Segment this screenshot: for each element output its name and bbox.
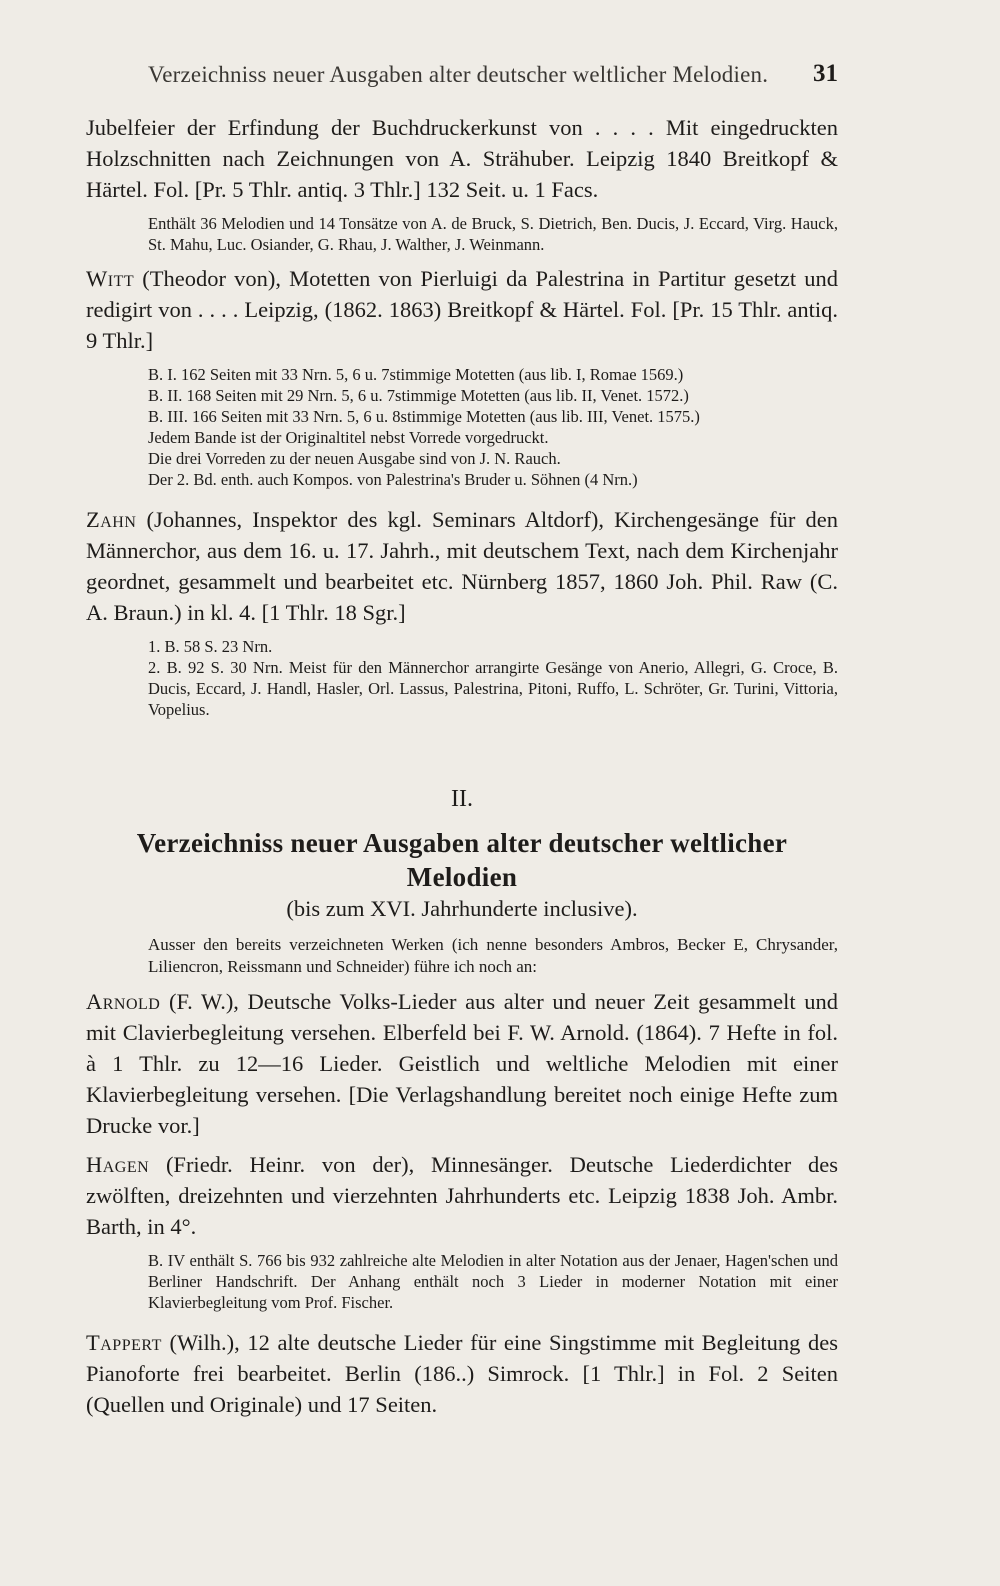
entry-arnold-text: (F. W.), Deutsche Volks-Lieder aus alter und neuer Zeit gesammelt und mit Clavierbegleitung versehen. Elberfeld bei F. W. Arnold. (1864). 7 Hefte in fol. à 1 Thlr. zu 12—16 Lieder. Geistlich und weltliche Melodien mit einer Klavierbegleitung versehen. [Die Verlagshandlung bereitet noch einige Hefte zum Drucke vor.] <box>86 989 838 1138</box>
entry-tappert <box>86 1327 838 1420</box>
entry-zahn <box>86 504 838 628</box>
author-tappert: Tappert <box>86 1330 162 1355</box>
running-head: Verzeichniss neuer Ausgaben alter deutscher weltlicher Melodien. <box>148 62 769 87</box>
note-zahn-b1: 1. B. 58 S. 23 Nrn. <box>148 637 273 656</box>
section-title: Verzeichniss neuer Ausgaben alter deutscher weltlicher Melodien <box>136 828 788 892</box>
entry-tappert-text: (Wilh.), 12 alte deutsche Lieder für eine Singstimme mit Begleitung des Pianoforte frei bearbeitet. Berlin (186..) Simrock. [1 Thlr.] in Fol. 2 Seiten (Quellen und Originale) und 17 Seiten. <box>86 1330 838 1417</box>
entry-zahn-text: (Johannes, Inspektor des kgl. Seminars Altdorf), Kirchengesänge für den Männerchor, aus dem 16. u. 17. Jahrh., mit deutschem Text, nach dem Kirchenjahr geordnet, gesammelt und bearbeitet etc. Nürnberg 1857, 1860 Joh. Phil. Raw (C. A. Braun.) in kl. 4. [1 Thlr. 18 Sgr.] <box>86 507 838 625</box>
note-witt-b1: B. I. 162 Seiten mit 33 Nrn. 5, 6 u. 7stimmige Motetten (aus lib. I, Romae 1569.) <box>148 365 684 384</box>
entry-hagen <box>86 1149 838 1242</box>
note-witt-b3: B. III. 166 Seiten mit 33 Nrn. 5, 6 u. 8stimmige Motetten (aus lib. III, Venet. 1575.) <box>148 407 700 426</box>
section-intro: Ausser den bereits verzeichneten Werken (ich nenne besonders Ambros, Becker E, Chrysander, Liliencron, Reissmann und Schneider) führe ich noch an: <box>148 935 838 976</box>
author-zahn: Zahn <box>86 507 137 532</box>
entry-arnold <box>86 986 838 1141</box>
entry-jubelfeier: Jubelfeier der Erfindung der Buchdruckerkunst von . . . . Mit eingedruckten Holzschnitten nach Zeichnungen von A. Strähuber. Leipzig 1840 Breitkopf & Härtel. Fol. [Pr. 5 Thlr. antiq. 3 Thlr.] 132 Seit. u. 1 Facs. <box>86 115 838 202</box>
entry-hagen-text: (Friedr. Heinr. von der), Minnesänger. Deutsche Liederdichter des zwölften, dreizehnten und vierzehnten Jahrhunderts etc. Leipzig 1838 Joh. Ambr. Barth, in 4°. <box>86 1152 838 1239</box>
note-zahn-b2: 2. B. 92 S. 30 Nrn. Meist für den Männerchor arrangirte Gesänge von Anerio, Allegri, G. Croce, B. Ducis, Eccard, J. Handl, Hasler, Orl. Lassus, Palestrina, Pitoni, Ruffo, L. Schröter, Gr. Turini, Vittoria, Vopelius. <box>148 658 838 719</box>
page-content <box>86 112 838 1420</box>
section-number: II. <box>451 786 473 812</box>
note-witt-bruder: Der 2. Bd. enth. auch Kompos. von Palestrina's Bruder u. Söhnen (4 Nrn.) <box>148 470 638 489</box>
entry-witt-text: (Theodor von), Motetten von Pierluigi da Palestrina in Partitur gesetzt und redigirt von . . . . Leipzig, (1862. 1863) Breitkopf & Härtel. Fol. [Pr. 15 Thlr. antiq. 9 Thlr.] <box>86 266 838 353</box>
note-hagen: B. IV enthält S. 766 bis 932 zahlreiche alte Melodien in alter Notation aus der Jenaer, Hagen'schen und Berliner Handschrift. Der Anhang enthält noch 3 Lieder in moderner Notation mit einer Klavierbegleitung vom Prof. Fischer. <box>148 1251 838 1312</box>
note-witt-originaltitel: Jedem Bande ist der Originaltitel nebst Vorrede vorgedruckt. <box>148 428 549 447</box>
author-witt: Witt <box>86 266 135 291</box>
entry-witt <box>86 263 838 356</box>
note-witt-vorreden: Die drei Vorreden zu der neuen Ausgabe sind von J. N. Rauch. <box>148 449 561 468</box>
author-arnold: Arnold <box>86 989 161 1014</box>
page-number: 31 <box>813 60 838 87</box>
author-hagen: Hagen <box>86 1152 150 1177</box>
section-subtitle: (bis zum XVI. Jahrhunderte inclusive). <box>286 896 638 921</box>
page-header <box>86 58 838 98</box>
note-witt-b2: B. II. 168 Seiten mit 29 Nrn. 5, 6 u. 7stimmige Motetten (aus lib. II, Venet. 1572.) <box>148 386 689 405</box>
note-jubelfeier: Enthält 36 Melodien und 14 Tonsätze von A. de Bruck, S. Dietrich, Ben. Ducis, J. Eccard, Virg. Hauck, St. Mahu, Luc. Osiander, G. Rhau, J. Walther, J. Weinmann. <box>148 214 838 254</box>
